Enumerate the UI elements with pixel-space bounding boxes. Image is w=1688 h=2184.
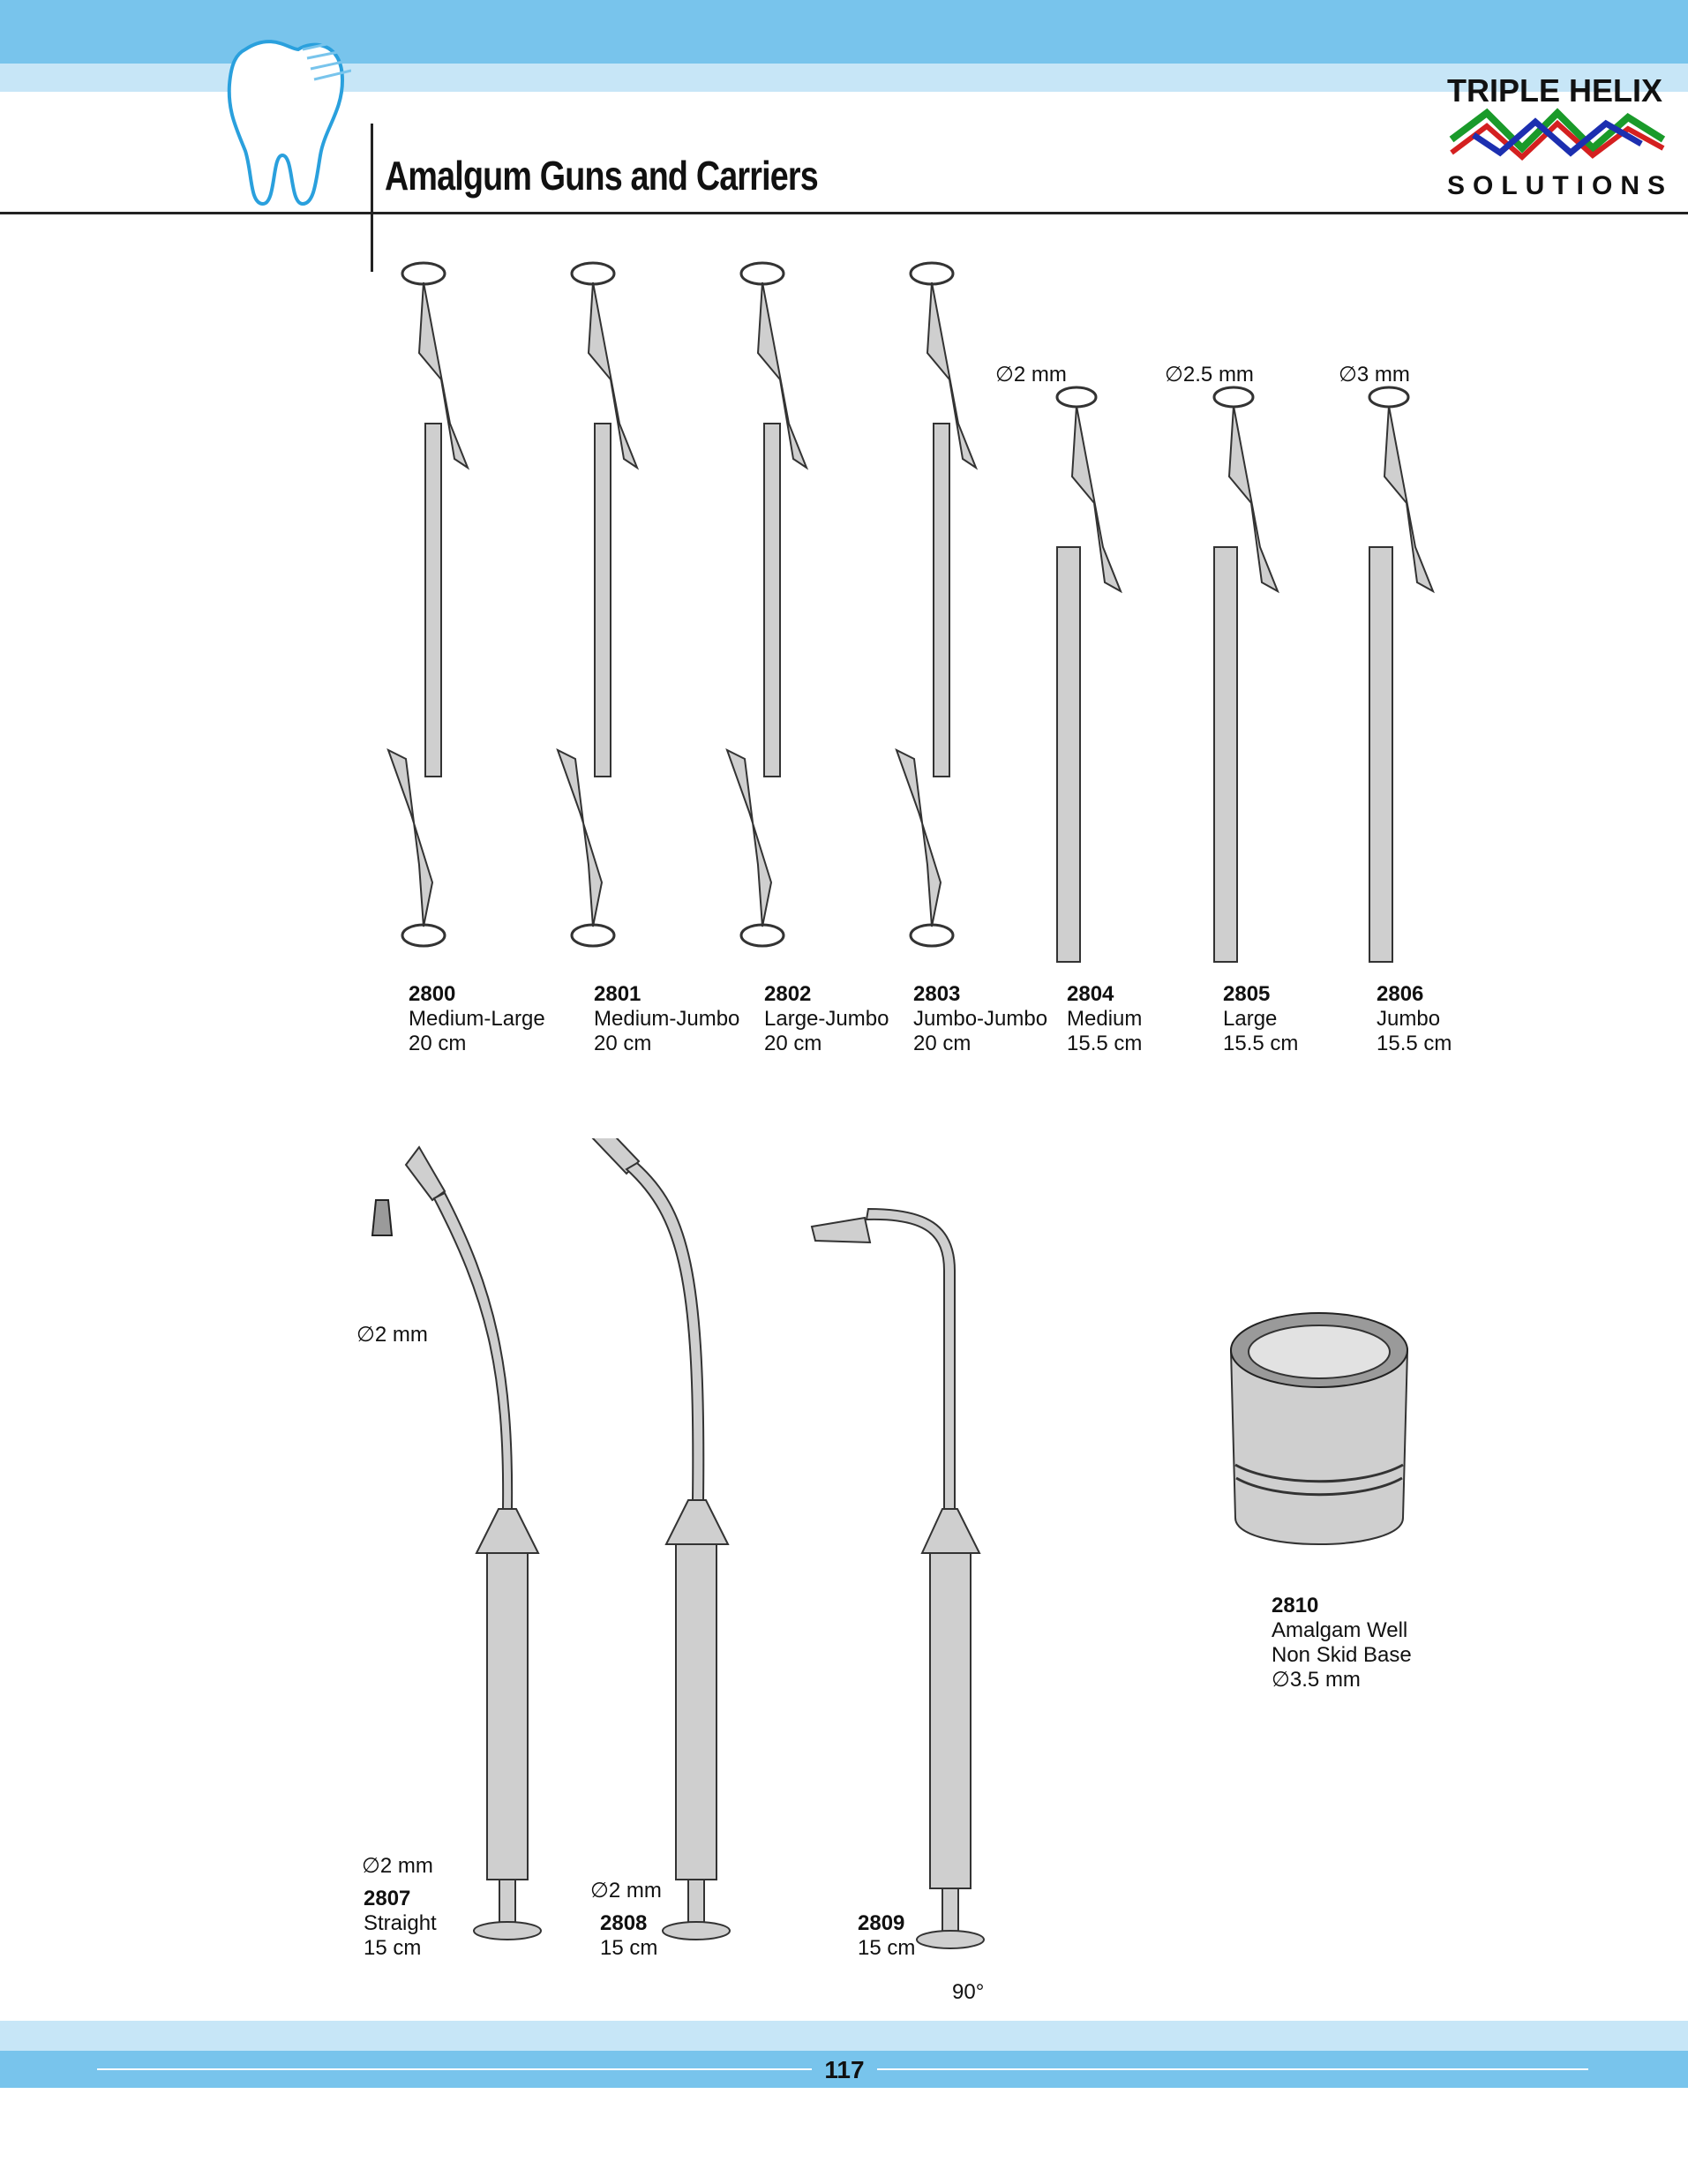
product-name: Amalgam Well (1272, 1618, 1408, 1642)
product-code: 2803 (913, 982, 961, 1006)
product-size: 20 cm (594, 1032, 652, 1055)
product-name: Straight (364, 1911, 437, 1935)
product-size: 15.5 cm (1067, 1032, 1143, 1055)
carrier-2800-drawing (388, 263, 468, 946)
product-code: 2800 (409, 982, 456, 1006)
page-number: 117 (824, 2056, 865, 2083)
spare-tip-drawing (372, 1200, 392, 1235)
product-size: 20 cm (913, 1032, 972, 1055)
product-code: 2802 (764, 982, 812, 1006)
page-title: Amalgum Guns and Carriers (385, 153, 818, 199)
gun-2807-drawing (406, 1147, 541, 1940)
product-label-2805 (1223, 982, 1298, 1056)
dimension-2807: ∅2 mm (362, 1854, 433, 1878)
carrier-2802-drawing (727, 263, 806, 946)
product-label-2802 (764, 982, 889, 1056)
product-code: 2805 (1223, 982, 1271, 1006)
brand-name-top: TRIPLE HELIX (1447, 72, 1663, 109)
amalgam-carriers-illustration (371, 247, 1482, 971)
dimension-2805: ∅2.5 mm (1165, 363, 1254, 387)
carrier-2805-drawing (1214, 387, 1278, 962)
product-code: 2807 (364, 1887, 411, 1910)
product-name: Jumbo (1377, 1007, 1441, 1031)
product-size: 15 cm (600, 1936, 658, 1960)
product-label-2807 (364, 1887, 437, 1961)
product-name: Large (1223, 1007, 1278, 1031)
product-label-2808 (600, 1911, 657, 1961)
product-label-2806 (1377, 982, 1452, 1056)
product-code: 2806 (1377, 982, 1424, 1006)
dimension-2808: ∅2 mm (590, 1879, 662, 1903)
product-label-2801 (594, 982, 739, 1056)
helix-logo-icon (1447, 104, 1668, 166)
product-size: 15.5 cm (1223, 1032, 1299, 1055)
product-name: Jumbo-Jumbo (913, 1007, 1048, 1031)
amalgam-well-drawing (1222, 1297, 1416, 1562)
carrier-2801-drawing (558, 263, 637, 946)
product-code: 2801 (594, 982, 641, 1006)
spare-tip-dimension: ∅2 mm (356, 1323, 428, 1347)
carrier-2803-drawing (897, 263, 976, 946)
product-code: 2808 (600, 1911, 648, 1935)
product-name: Medium-Large (409, 1007, 545, 1031)
product-size: 20 cm (409, 1032, 467, 1055)
product-label-2810 (1272, 1594, 1412, 1692)
footer-band-light (0, 2021, 1688, 2051)
product-size: 20 cm (764, 1032, 822, 1055)
product-label-2804 (1067, 982, 1142, 1056)
product-name: Large-Jumbo (764, 1007, 889, 1031)
product-size: 15.5 cm (1377, 1032, 1452, 1055)
product-size: 15 cm (364, 1936, 422, 1960)
product-dimension: ∅3.5 mm (1272, 1668, 1361, 1692)
gun-2809-drawing (812, 1209, 984, 1948)
gun-2808-drawing (591, 1138, 730, 1940)
product-label-2803 (913, 982, 1047, 1056)
brand-name-bottom: SOLUTIONS (1447, 171, 1674, 200)
angle-2809: 90° (952, 1980, 985, 2004)
product-label-2800 (409, 982, 545, 1056)
amalgam-guns-illustration (353, 1138, 1024, 1985)
tooth-icon (219, 32, 351, 217)
dimension-2804: ∅2 mm (995, 363, 1067, 387)
product-label-2809 (858, 1911, 915, 1961)
product-code: 2810 (1272, 1594, 1319, 1617)
carrier-2804-drawing (1057, 387, 1121, 962)
product-code: 2804 (1067, 982, 1114, 1006)
product-size: 15 cm (858, 1936, 916, 1960)
product-name: Medium (1067, 1007, 1143, 1031)
product-feature: Non Skid Base (1272, 1643, 1412, 1667)
header-rule (0, 212, 1688, 214)
product-code: 2809 (858, 1911, 905, 1935)
dimension-2806: ∅3 mm (1339, 363, 1410, 387)
carrier-2806-drawing (1369, 387, 1433, 962)
product-name: Medium-Jumbo (594, 1007, 740, 1031)
